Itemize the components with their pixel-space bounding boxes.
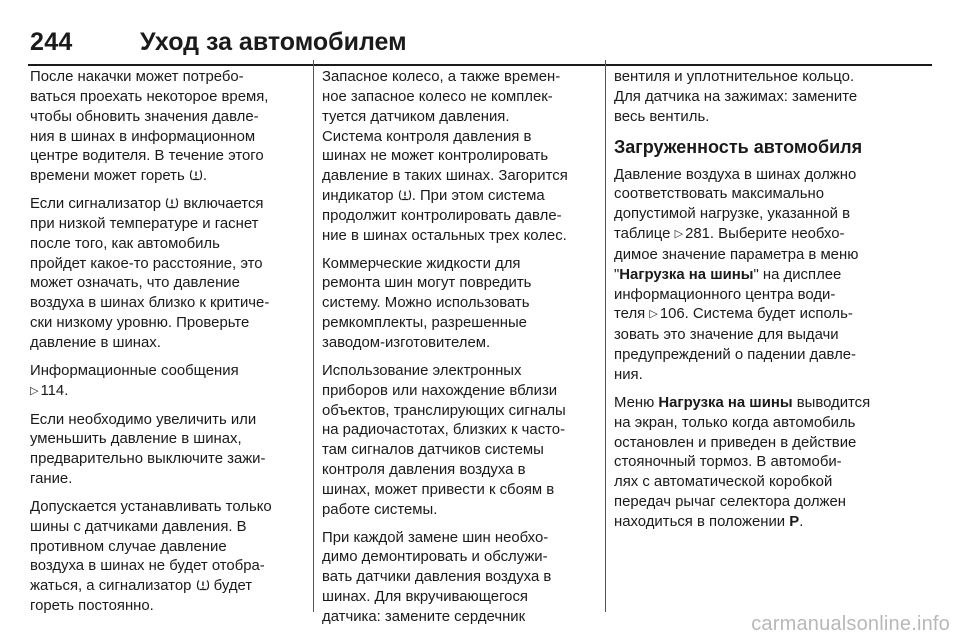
page-reference[interactable]: ▷ 281. Выберите необхо- (675, 226, 845, 242)
tire-pressure-warning-icon (189, 168, 203, 182)
watermark: carmanualsonline.info (751, 613, 950, 635)
paragraph: Если сигнализатор включается при низкой температуре и гаснет после того, как автомобиль пройдет какое-то расстояние, это может означать, что давление воздуха в шинах близко к критиче- ски низкому уровню. Проверьте давление в шинах. (30, 196, 270, 351)
text-column-1 (30, 68, 316, 625)
tire-pressure-warning-icon (165, 196, 179, 210)
paragraph: Информационные сообщения ▷ 114. (30, 362, 316, 403)
paragraph: Использование электронных приборов или нахождение вблизи объектов, транслирующих сигналы на радиочастотах, близких к часто- там сигналов датчиков системы контроля давления воздуха в шинах, может привести к сбоям в работе системы. (322, 362, 566, 518)
page-header (28, 24, 932, 60)
menu-name: Нагрузка на шины (619, 266, 754, 283)
page-number: 244 (30, 28, 73, 56)
page-reference-arrow-icon: ▷ (674, 228, 684, 241)
paragraph: вентиля и уплотнительное кольцо. Для датчика на зажимах: замените весь вентиль. (614, 69, 858, 125)
header-rule (28, 64, 932, 66)
paragraph: При каждой замене шин необхо- димо демонтировать и обслужи- вать датчики давления воздуха в шинах. Для вкручивающегося датчика: замените сердечник (322, 529, 552, 625)
paragraph: Давление воздуха в шинах должно соответствовать максимально допустимой нагрузке, указанной в таблице ▷ 281. Выберите необхо- димое значение параметра в меню "Нагрузка на шины" на дисплее информационного центра води- теля ▷ 106. Система будет исполь- зовать это значение для выдачи предупреждений о падении давле- ния. (614, 166, 859, 383)
paragraph: Допускается устанавливать только шины с датчиками давления. В противном случае давление воздуха в шинах не будет отобра- жаться, а сигнализатор будет гореть постоянно. (30, 498, 272, 615)
tire-pressure-warning-icon (398, 188, 412, 202)
section-heading: Загруженность автомобиля (614, 136, 863, 157)
gear-position: P (789, 513, 800, 530)
text-column-2 (322, 68, 608, 636)
page-reference-arrow-icon: ▷ (30, 384, 39, 397)
tire-pressure-warning-icon (196, 578, 210, 592)
paragraph: Меню Нагрузка на шины выводится на экран, только когда автомобиль остановлен и приведен в действие стояночный тормоз. В автомоби- лях с автоматической коробкой передач рычаг селектора должен находиться в положении P. (614, 394, 871, 530)
page-title: Уход за автомобилем (140, 28, 407, 56)
paragraph: После накачки может потребо- ваться проехать некоторое время, чтобы обновить значения давле- ния в шинах в информационном центре водителя. В течение этого времени может гореть . (30, 69, 269, 185)
paragraph: Если необходимо увеличить или уменьшить давление в шинах, предварительно выключите зажи- гание. (30, 411, 266, 488)
menu-name: Нагрузка на шины (658, 394, 793, 411)
text-column-3 (614, 68, 900, 541)
page-reference[interactable]: ▷ 114. (30, 382, 316, 403)
page-reference[interactable]: ▷ 106. Система будет исполь- (649, 306, 852, 322)
paragraph: Запасное колесо, а также времен- ное запасное колесо не комплек- туется датчиком давления. Система контроля давления в шинах не может контролировать давление в таких шинах. Загорится индикатор . При этом система продолжит контролировать давле- ние в шинах остальных трех колес. (322, 69, 568, 244)
paragraph: Коммерческие жидкости для ремонта шин могут повредить систему. Можно использовать ремкомплекты, разрешенные заводом-изготовителем. (322, 255, 532, 351)
page-reference-arrow-icon: ▷ (649, 308, 658, 321)
